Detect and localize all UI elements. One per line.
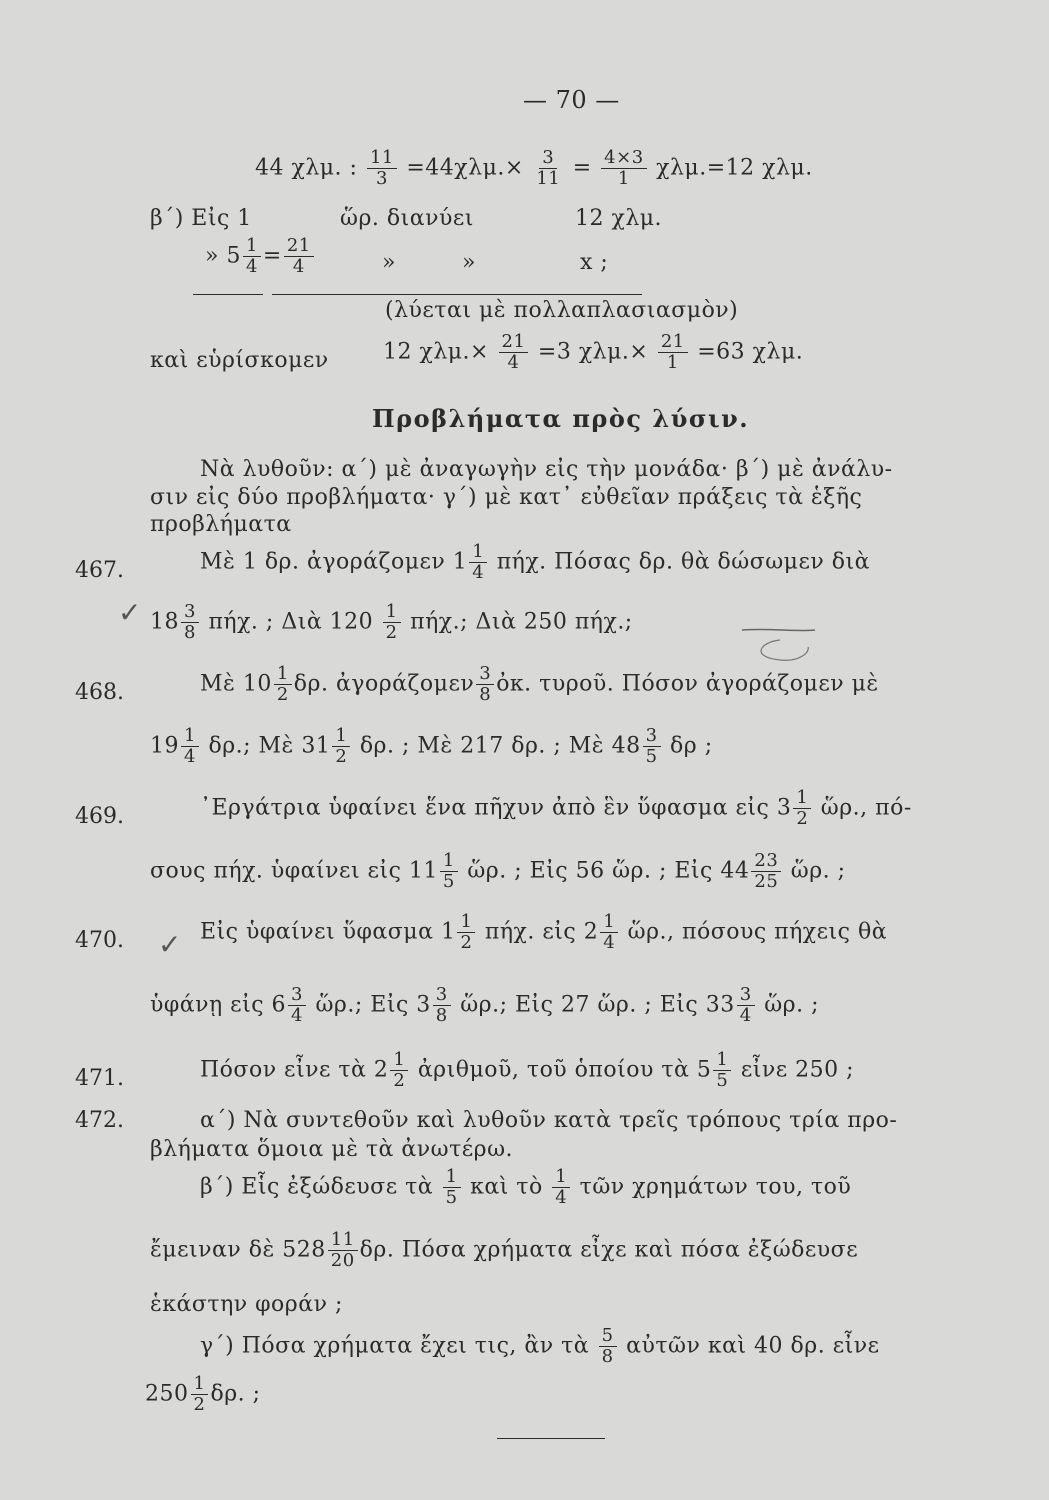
fraction: $\frac{1}{2}$ <box>383 602 401 643</box>
fraction: $\frac{23}{25}$ <box>751 851 781 892</box>
fraction: $\frac{3}{8}$ <box>476 664 494 705</box>
problem-number: 472. <box>75 1108 124 1133</box>
fraction: $\frac{4\times 3}{1}$ <box>601 148 647 189</box>
problem-number: 470. <box>75 928 124 953</box>
problem-number: 468. <box>75 680 124 705</box>
fraction: $\frac{1}{4}$ <box>469 542 487 583</box>
fraction: $\frac{1}{5}$ <box>440 851 458 892</box>
fraction: $\frac{3}{8}$ <box>181 602 199 643</box>
section-title: Προβλήματα πρὸς λύσιν. <box>372 404 750 433</box>
fraction: $\frac{1}{4}$ <box>600 912 618 953</box>
problem-468-line-2: 19 $\frac{1}{4}$ δρ.; Μὲ 31 $\frac{1}{2}$ δρ. ; Μὲ 217 δρ. ; Μὲ 48 $\frac{3}{5}$ δρ ; <box>150 725 713 767</box>
ditto-mark: » <box>382 250 396 275</box>
problem-470-line-1: Εἰς ὑφαίνει ὕφασμα 1 $\frac{1}{2}$ πήχ. εἰς 2 $\frac{1}{4}$ ὥρ., πόσους πήχεις θὰ <box>200 911 888 953</box>
example-line-1: 44 χλμ. : $\frac{11}{3}$ =44χλμ.× $\frac{3}{11}$ = $\frac{4\times 3}{1}$ χλμ.=12 χλμ. <box>255 147 813 189</box>
fraction: $\frac{1}{2}$ <box>390 1050 408 1091</box>
problem-467-line-1: Μὲ 1 δρ. ἀγοράζομεν 1 $\frac{1}{4}$ πήχ. Πόσας δρ. θὰ δώσωμεν διὰ <box>200 541 870 583</box>
fraction: $\frac{3}{8}$ <box>433 985 451 1026</box>
intro-line-1: Νὰ λυθοῦν: α΄) μὲ ἀναγωγὴν εἰς τὴν μονάδα· β΄) μὲ ἀνάλυ- <box>200 457 893 482</box>
fraction: $\frac{21}{4}$ <box>284 236 314 277</box>
fraction: $\frac{1}{2}$ <box>191 1374 209 1415</box>
fraction: $\frac{11}{20}$ <box>328 1230 358 1271</box>
rule <box>272 294 642 295</box>
fraction: $\frac{1}{4}$ <box>243 236 261 277</box>
fraction: $\frac{3}{5}$ <box>643 726 661 767</box>
example-line-3: » 5 $\frac{1}{4}$ = $\frac{21}{4}$ <box>205 236 316 277</box>
problem-467-line-2: 18 $\frac{3}{8}$ πήχ. ; Διὰ 120 $\frac{1}{2}$ πήχ.; Διὰ 250 πήχ.; <box>150 601 633 643</box>
problem-469-line-1: ᾽Εργάτρια ὑφαίνει ἕνα πῆχυν ἀπὸ ἓν ὕφασμα εἰς 3 $\frac{1}{2}$ ὥρ., πό- <box>200 787 912 829</box>
problem-472-line-2: βλήματα ὅμοια μὲ τὰ ἀνωτέρω. <box>150 1137 514 1162</box>
problem-472-c-line-2: 250 $\frac{1}{2}$ δρ. ; <box>145 1373 261 1415</box>
fraction: $\frac{1}{5}$ <box>443 1167 461 1208</box>
problem-471-line: Πόσον εἶνε τὰ 2 $\frac{1}{2}$ ἀριθμοῦ, τοῦ ὁποίου τὰ 5 $\frac{1}{5}$ εἶνε 250 ; <box>200 1049 855 1091</box>
problem-472-b-line-1: β΄) Εἷς ἐξώδευσε τὰ $\frac{1}{5}$ καὶ τὸ $\frac{1}{4}$ τῶν χρημάτων του, τοῦ <box>200 1166 852 1208</box>
fraction: $\frac{1}{5}$ <box>713 1050 731 1091</box>
check-mark-icon: ✓ <box>158 928 182 961</box>
example-note: (λύεται μὲ πολλαπλασιασμὸν) <box>385 298 739 323</box>
fraction: $\frac{3}{11}$ <box>536 147 561 189</box>
problem-number: 471. <box>75 1066 124 1091</box>
problem-470-line-2: ὑφάνῃ εἰς 6 $\frac{3}{4}$ ὥρ.; Εἰς 3 $\frac{3}{8}$ ὥρ.; Εἰς 27 ὥρ. ; Εἰς 33 $\frac{3}{4}$ ὥρ. ; <box>150 984 819 1026</box>
pencil-scribble-icon <box>740 612 820 662</box>
problem-472-b-line-3: ἑκάστην φοράν ; <box>150 1292 343 1317</box>
example-line-2b: ὥρ. διανύει <box>340 206 474 231</box>
unknown-x: x ; <box>580 250 609 275</box>
problem-472-c-line-1: γ΄) Πόσα χρήματα ἔχει τις, ἂν τὰ $\frac{5}{8}$ αὐτῶν καὶ 40 δρ. εἶνε <box>200 1325 880 1367</box>
fraction: $\frac{1}{2}$ <box>332 726 350 767</box>
example-line-2c: 12 χλμ. <box>575 206 663 231</box>
example-line-2: β΄) Εἰς 1 <box>150 206 252 231</box>
fraction: $\frac{11}{3}$ <box>367 148 397 189</box>
fraction: $\frac{5}{8}$ <box>599 1326 617 1367</box>
fraction: $\frac{1}{4}$ <box>552 1167 570 1208</box>
problem-number: 467. <box>75 558 124 583</box>
fraction: $\frac{1}{2}$ <box>274 664 292 705</box>
problem-number: 469. <box>75 804 124 829</box>
end-rule <box>497 1438 605 1439</box>
fraction: $\frac{21}{1}$ <box>658 332 688 373</box>
fraction: $\frac{3}{4}$ <box>288 985 306 1026</box>
problem-468-line-1: Μὲ 10 $\frac{1}{2}$ δρ. ἀγοράζομεν $\frac{3}{8}$ ὀκ. τυροῦ. Πόσον ἀγοράζομεν μὲ <box>200 663 879 705</box>
ditto-mark: » <box>462 250 476 275</box>
fraction: $\frac{3}{4}$ <box>737 985 755 1026</box>
intro-line-3: προβλήματα <box>150 512 292 537</box>
fraction: $\frac{1}{4}$ <box>181 726 199 767</box>
problem-469-line-2: σους πήχ. ὑφαίνει εἰς 11 $\frac{1}{5}$ ὥρ. ; Εἰς 56 ὥρ. ; Εἰς 44 $\frac{23}{25}$ ὥρ. ; <box>150 850 846 892</box>
page-number: — 70 — <box>523 86 620 114</box>
example-result: 12 χλμ.× $\frac{21}{4}$ =3 χλμ.× $\frac{21}{1}$ =63 χλμ. <box>383 331 804 373</box>
fraction: $\frac{1}{2}$ <box>457 912 475 953</box>
intro-line-2: σιν εἰς δύο προβλήματα· γ΄) μὲ κατ᾽ εὐθεῖαν πράξεις τὰ ἑξῆς <box>150 485 863 510</box>
fraction: $\frac{21}{4}$ <box>499 332 529 373</box>
check-mark-icon: ✓ <box>118 596 142 629</box>
problem-472-b-line-2: ἔμειναν δὲ 528 $\frac{11}{20}$ δρ. Πόσα χρήματα εἶχε καὶ πόσα ἐξώδευσε <box>150 1229 859 1271</box>
fraction: $\frac{1}{2}$ <box>793 788 811 829</box>
rule <box>193 294 263 295</box>
problem-472-line-1: α΄) Νὰ συντεθοῦν καὶ λυθοῦν κατὰ τρεῖς τρόπους τρία προ- <box>200 1108 898 1133</box>
example-result-label: καὶ εὑρίσκομεν <box>150 348 329 373</box>
